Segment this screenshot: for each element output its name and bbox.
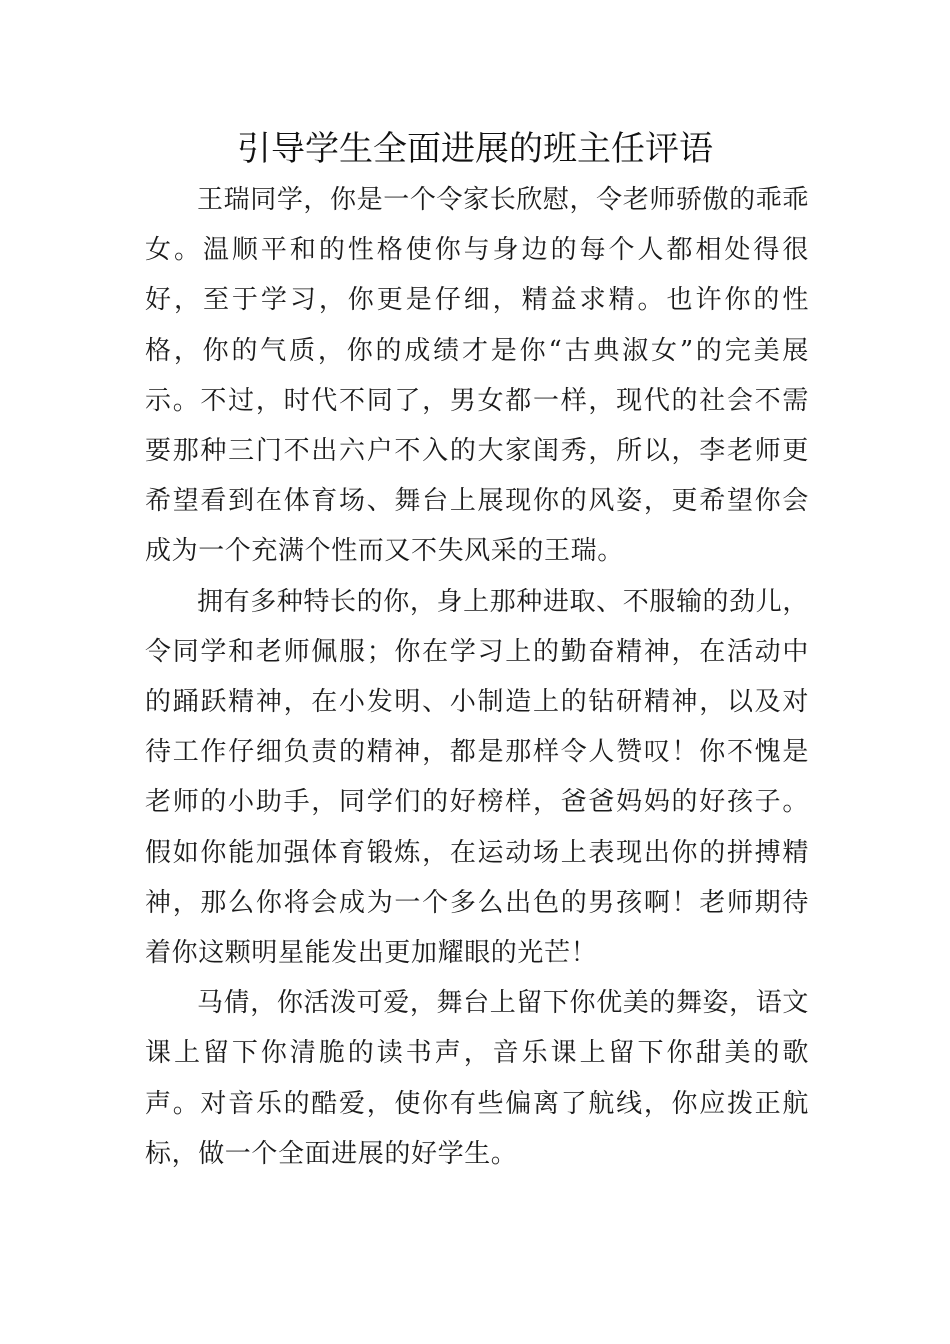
paragraph-ma-qian: 马倩，你活泼可爱，舞台上留下你优美的舞姿，语文课上留下你清脆的读书声，音乐课上留下你甜美的歌声。对音乐的酷爱，使你有些偏离了航线，你应拨正航标，做一个全面进展的好学生。 xyxy=(145,988,809,1169)
document-title: 引导学生全面进展的班主任评语 xyxy=(237,129,713,169)
paragraph-specialties: 拥有多种特长的你，身上那种进取、不服输的劲儿，令同学和老师佩服；你在学习上的勤奋精神，在活动中的踊跃精神，在小发明、小制造上的钻研精神，以及对待工作仔细负责的精神，都是那样令人赞叹！你不愧是老师的小助手，同学们的好榜样，爸爸妈妈的好孩子。假如你能加强体育锻炼，在运动场上表现出你的拼搏精神，那么你将会成为一个多么出色的男孩啊！老师期待着你这颗明星能发出更加耀眼的光芒！ xyxy=(145,586,809,969)
document-body xyxy=(145,175,809,1179)
paragraph-wang-rui: 王瑞同学，你是一个令家长欣慰，令老师骄傲的乖乖女。温顺平和的性格使你与身边的每个人都相处得很好，至于学习，你更是仔细，精益求精。也许你的性格，你的气质，你的成绩才是你“古典淑女”的完美展示。不过，时代不同了，男女都一样，现代的社会不需要那种三门不出六户不入的大家闺秀，所以，李老师更希望看到在体育场、舞台上展现你的风姿，更希望你会成为一个充满个性而又不失风采的王瑞。 xyxy=(145,185,809,567)
